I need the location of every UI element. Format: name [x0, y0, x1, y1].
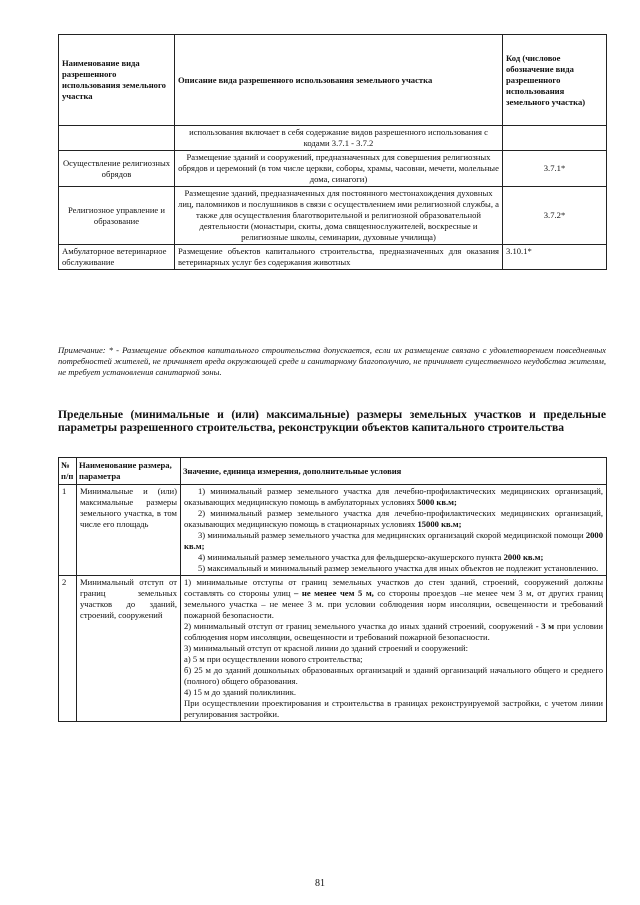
- parameter-name: Минимальный отступ от границ земельных участков до зданий, строений, сооружений: [77, 576, 181, 722]
- continued-description: использования включает в себя содержание видов разрешенного использования с кодами 3.7.1 - 3.7.2: [175, 126, 503, 151]
- header-parameter-name: Наименование размера, параметра: [77, 458, 181, 485]
- list-item: 4) минимальный размер земельного участка для фельдшерско-акушерского пункта 2000 кв.м;: [198, 552, 544, 562]
- section-heading: Предельные (минимальные и (или) максимальные) размеры земельных участков и предельные параметры разрешенного строительства, реконструкции объектов капитального строительства: [58, 408, 606, 434]
- table-row: [59, 576, 607, 722]
- table-row: [59, 126, 607, 151]
- use-name: Осуществление религиозных обрядов: [59, 151, 175, 187]
- header-use-description: Описание вида разрешенного использования земельного участка: [175, 35, 503, 126]
- land-use-table: [58, 34, 607, 270]
- list-item: 3) минимальный размер земельного участка для медицинских организаций скорой медицинской помощи 2000 кв.м;: [184, 530, 603, 551]
- use-description: Размещение зданий и сооружений, предназначенных для совершения религиозных обрядов и церемоний (в том числе церкви, соборы, храмы, часовни, мечети, молельные дома, синагоги): [175, 151, 503, 187]
- use-code: 3.7.1*: [503, 151, 607, 187]
- row-number: 1: [59, 485, 77, 576]
- use-name: Религиозное управление и образование: [59, 187, 175, 245]
- list-item: 1) минимальные отступы от границ земельных участков до стен зданий, строений, сооружений должны составлять со стороны улиц – не менее чем 5 м, со стороны проездов –не менее чем 3 м, от других границ земельного участка – не менее 3 м. при условии соблюдения норм инсоляции, освещенности и требований пожарной безопасности.: [184, 577, 603, 620]
- list-item: 2) минимальный размер земельного участка для лечебно-профилактических медицинских организаций, оказывающих медицинскую помощь в стационарных условиях 15000 кв.м;: [184, 508, 603, 529]
- use-code: 3.7.2*: [503, 187, 607, 245]
- row-number: 2: [59, 576, 77, 722]
- list-item: 5) максимальный и минимальный размер земельного участка для иных объектов не подлежит установлению.: [198, 563, 599, 573]
- list-item: б) 25 м до зданий дошкольных образованных организаций и зданий организаций начального общего и среднего (полного) общего образования.: [184, 665, 603, 686]
- list-item: 2) минимальный отступ от границ земельного участка до иных зданий строений, сооружений - 3 м при условии соблюдения норм инсоляции, освещенности и требований пожарной безопасности.: [184, 621, 603, 642]
- use-code: 3.10.1*: [503, 245, 607, 270]
- list-item: 3) минимальный отступ от красной линии до зданий строений и сооружений:: [184, 643, 469, 653]
- list-item: При осуществлении проектирования и строительства в границах реконструируемой застройки, с учетом линии регулирования застройки.: [184, 698, 603, 719]
- parameter-value: [181, 576, 607, 722]
- parameter-value: [181, 485, 607, 576]
- table-row: [59, 187, 607, 245]
- use-description: Размещение объектов капитального строительства, предназначенных для оказания ветеринарных услуг без содержания животных: [175, 245, 503, 270]
- use-description: Размещение зданий, предназначенных для постоянного местонахождения духовных лиц, паломников и послушников в связи с осуществлением ими религиозной службы, а также для осуществления благотворительной и религиозной образовательной деятельности (монастыри, скиты, дома священнослужителей, воскресные и религиозные школы, семинарии, духовные училища): [175, 187, 503, 245]
- header-number: № п/п: [59, 458, 77, 485]
- page-number: 81: [315, 878, 325, 889]
- table-header-row: [59, 35, 607, 126]
- parameter-name: Минимальные и (или) максимальные размеры земельного участка, в том числе его площадь: [77, 485, 181, 576]
- use-name: Амбулаторное ветеринарное обслуживание: [59, 245, 175, 270]
- header-parameter-value: Значение, единица измерения, дополнительные условия: [181, 458, 607, 485]
- table-row: [59, 485, 607, 576]
- list-item: 1) минимальный размер земельного участка для лечебно-профилактических медицинских организаций, оказывающих медицинскую помощь в амбулаторных условиях 5000 кв.м;: [184, 486, 603, 507]
- header-use-name: Наименование вида разрешенного использования земельного участка: [59, 35, 175, 126]
- table-header-row: [59, 458, 607, 485]
- header-use-code: Код (числовое обозначение вида разрешенного использования земельного участка): [503, 35, 607, 126]
- list-item: а) 5 м при осуществлении нового строительства;: [184, 654, 363, 664]
- footnote: Примечание: * - Размещение объектов капитального строительства допускается, если их размещение связано с удовлетворением повседневных потребностей жителей, не причиняет вреда окружающей среде и санитарному благополучию, не причиняет существенного неудобства жителям, не требует установления санитарной зоны.: [58, 345, 606, 377]
- table-row: [59, 151, 607, 187]
- table-row: [59, 245, 607, 270]
- parameters-table: [58, 457, 607, 722]
- list-item: 4) 15 м до зданий поликлиник.: [184, 687, 297, 697]
